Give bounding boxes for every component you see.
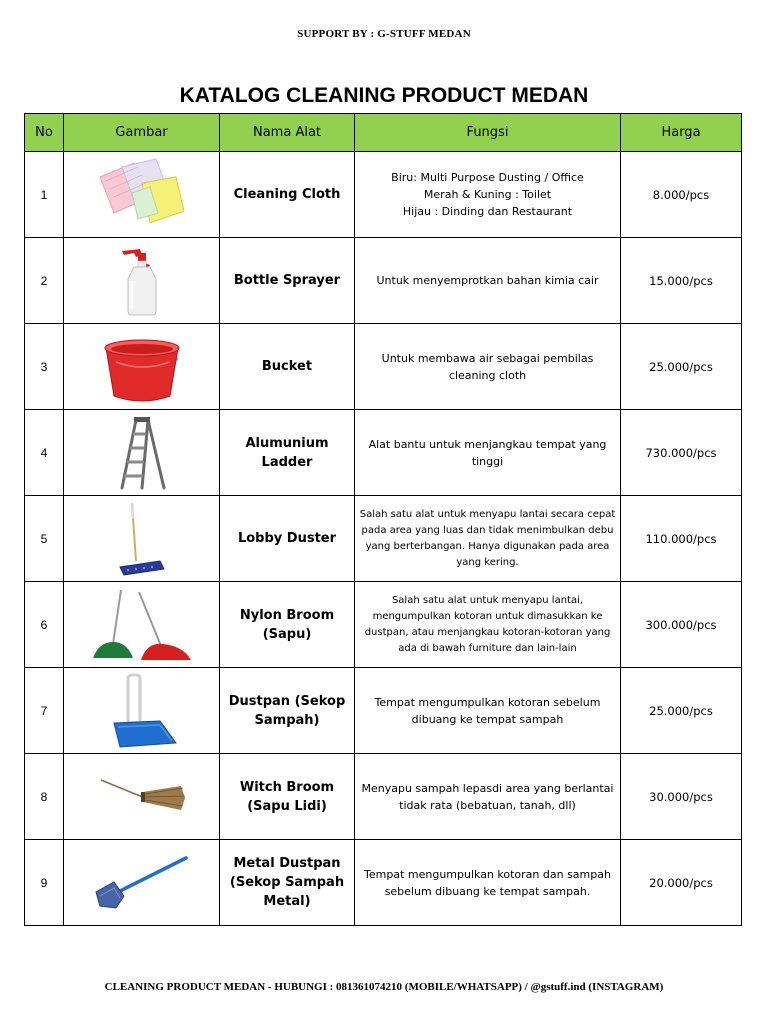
product-name: Alumunium Ladder bbox=[220, 410, 355, 496]
column-header-no: No bbox=[25, 114, 64, 152]
product-price: 15.000/pcs bbox=[621, 238, 742, 324]
table-row bbox=[25, 668, 742, 754]
table-row bbox=[25, 496, 742, 582]
function-line: Salah satu alat untuk menyapu lantai secara cepat bbox=[359, 508, 616, 520]
column-header-fungsi: Fungsi bbox=[355, 114, 621, 152]
column-header-gambar: Gambar bbox=[64, 114, 220, 152]
product-image-cell bbox=[64, 238, 220, 324]
product-name: Cleaning Cloth bbox=[220, 152, 355, 238]
product-image-cell bbox=[64, 410, 220, 496]
row-number: 8 bbox=[25, 754, 64, 840]
function-line: tidak rata (bebatuan, tanah, dll) bbox=[399, 798, 576, 812]
product-function bbox=[355, 840, 621, 926]
row-number: 1 bbox=[25, 152, 64, 238]
row-number: 2 bbox=[25, 238, 64, 324]
function-line: dibuang ke tempat sampah bbox=[411, 712, 564, 726]
product-function bbox=[355, 410, 621, 496]
lobby-duster-image bbox=[112, 499, 172, 579]
product-image-cell bbox=[64, 582, 220, 668]
product-function bbox=[355, 238, 621, 324]
product-price: 30.000/pcs bbox=[621, 754, 742, 840]
ladder-image bbox=[112, 414, 172, 492]
row-number: 7 bbox=[25, 668, 64, 754]
product-function bbox=[355, 668, 621, 754]
product-function bbox=[355, 496, 621, 582]
catalog-table bbox=[24, 113, 742, 926]
product-name: Lobby Duster bbox=[220, 496, 355, 582]
product-image-cell bbox=[64, 152, 220, 238]
function-line: Hijau : Dinding dan Restaurant bbox=[402, 205, 573, 218]
function-line: mengumpulkan kotoran untuk dimasukkan ke bbox=[372, 610, 603, 622]
product-function bbox=[355, 582, 621, 668]
table-row bbox=[25, 754, 742, 840]
product-name: Bottle Sprayer bbox=[220, 238, 355, 324]
table-row bbox=[25, 582, 742, 668]
function-line: Menyapu sampah lepasdi area yang berlantai bbox=[361, 781, 614, 795]
function-line: pada area yang luas dan tidak menimbulkan debu bbox=[361, 524, 614, 536]
metal-dustpan-image bbox=[92, 852, 192, 914]
table-row bbox=[25, 152, 742, 238]
row-number: 5 bbox=[25, 496, 64, 582]
product-image-cell bbox=[64, 754, 220, 840]
support-header: SUPPORT BY : G-STUFF MEDAN bbox=[297, 28, 471, 40]
witch-broom-image bbox=[97, 772, 187, 822]
function-line: dustpan, atau menjangkau kotoran-kotoran yang bbox=[364, 626, 611, 638]
table-row bbox=[25, 840, 742, 926]
table-header-row bbox=[25, 114, 742, 152]
product-price: 25.000/pcs bbox=[621, 324, 742, 410]
column-header-nama-alat: Nama Alat bbox=[220, 114, 355, 152]
function-line: Untuk menyemprotkan bahan kimia cair bbox=[376, 274, 599, 287]
product-price: 25.000/pcs bbox=[621, 668, 742, 754]
row-number: 4 bbox=[25, 410, 64, 496]
function-line: Tempat mengumpulkan kotoran sebelum bbox=[374, 695, 601, 709]
product-image-cell bbox=[64, 324, 220, 410]
row-number: 9 bbox=[25, 840, 64, 926]
nylon-broom-image bbox=[87, 586, 197, 664]
column-header-harga: Harga bbox=[621, 114, 742, 152]
product-name: Metal Dustpan (Sekop Sampah Metal) bbox=[220, 840, 355, 926]
bucket-image bbox=[94, 328, 190, 406]
product-name: Nylon Broom (Sapu) bbox=[220, 582, 355, 668]
function-line: yang kering. bbox=[456, 556, 519, 568]
row-number: 3 bbox=[25, 324, 64, 410]
product-name: Witch Broom (Sapu Lidi) bbox=[220, 754, 355, 840]
function-line: Merah & Kuning : Toilet bbox=[423, 188, 552, 201]
dustpan-image bbox=[102, 671, 182, 751]
function-line: Salah satu alat untuk menyapu lantai, bbox=[391, 594, 584, 606]
table-row bbox=[25, 238, 742, 324]
cleaning-cloth-image bbox=[92, 157, 192, 232]
function-line: sebelum dibuang ke tempat sampah. bbox=[384, 884, 591, 898]
function-line: Alat bantu untuk menjangkau tempat yang bbox=[368, 437, 607, 451]
row-number: 6 bbox=[25, 582, 64, 668]
function-line: Tempat mengumpulkan kotoran dan sampah bbox=[364, 867, 611, 881]
product-price: 300.000/pcs bbox=[621, 582, 742, 668]
function-line: tinggi bbox=[471, 454, 504, 468]
table-row bbox=[25, 324, 742, 410]
function-line: cleaning cloth bbox=[448, 368, 527, 382]
product-function bbox=[355, 754, 621, 840]
product-function bbox=[355, 152, 621, 238]
product-price: 110.000/pcs bbox=[621, 496, 742, 582]
product-image-cell bbox=[64, 668, 220, 754]
footer-contact: CLEANING PRODUCT MEDAN - HUBUNGI : 081361074210 (MOBILE/WHATSAPP) / @gstuff.ind (INSTAGRAM) bbox=[104, 981, 664, 993]
function-line: yang berterbangan. Hanya digunakan pada area bbox=[365, 540, 610, 552]
bottle-sprayer-image bbox=[112, 243, 172, 318]
function-line: Biru: Multi Purpose Dusting / Office bbox=[391, 171, 584, 184]
product-name: Dustpan (Sekop Sampah) bbox=[220, 668, 355, 754]
product-price: 8.000/pcs bbox=[621, 152, 742, 238]
product-price: 730.000/pcs bbox=[621, 410, 742, 496]
product-image-cell bbox=[64, 840, 220, 926]
page-title: KATALOG CLEANING PRODUCT MEDAN bbox=[179, 84, 589, 107]
product-name: Bucket bbox=[220, 324, 355, 410]
product-function bbox=[355, 324, 621, 410]
function-line: ada di bawah furniture dan lain-lain bbox=[398, 642, 577, 654]
function-line: Untuk membawa air sebagai pembilas bbox=[381, 351, 594, 365]
table-row bbox=[25, 410, 742, 496]
product-image-cell bbox=[64, 496, 220, 582]
product-price: 20.000/pcs bbox=[621, 840, 742, 926]
